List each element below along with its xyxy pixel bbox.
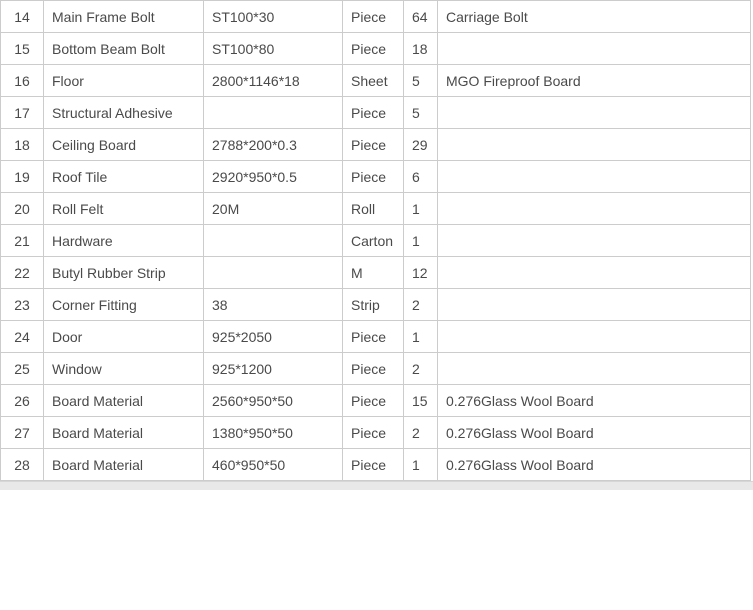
- cell-size: [204, 97, 343, 129]
- cell-size: ST100*30: [204, 1, 343, 33]
- cell-row-number: 26: [1, 385, 44, 417]
- cell-note: [438, 33, 751, 65]
- table-row: [1, 225, 751, 257]
- cell-item-name: Hardware: [44, 225, 204, 257]
- cell-size: 20M: [204, 193, 343, 225]
- cell-item-name: Structural Adhesive: [44, 97, 204, 129]
- cell-item-name: Board Material: [44, 385, 204, 417]
- cell-unit: Piece: [343, 385, 404, 417]
- cell-item-name: Ceiling Board: [44, 129, 204, 161]
- cell-unit: Sheet: [343, 65, 404, 97]
- cell-quantity: 1: [404, 193, 438, 225]
- table-row: [1, 417, 751, 449]
- cell-unit: Carton: [343, 225, 404, 257]
- cell-quantity: 2: [404, 353, 438, 385]
- cell-size: 2788*200*0.3: [204, 129, 343, 161]
- cell-row-number: 18: [1, 129, 44, 161]
- cell-item-name: Window: [44, 353, 204, 385]
- cell-note: [438, 353, 751, 385]
- cell-quantity: 5: [404, 65, 438, 97]
- cell-unit: Piece: [343, 161, 404, 193]
- cell-size: 1380*950*50: [204, 417, 343, 449]
- table-row: [1, 33, 751, 65]
- cell-note: MGO Fireproof Board: [438, 65, 751, 97]
- cell-row-number: 27: [1, 417, 44, 449]
- cell-note: 0.276Glass Wool Board: [438, 449, 751, 481]
- cell-note: [438, 97, 751, 129]
- table-row: [1, 289, 751, 321]
- cell-unit: Piece: [343, 449, 404, 481]
- cell-size: 2560*950*50: [204, 385, 343, 417]
- table-row: [1, 1, 751, 33]
- cell-quantity: 2: [404, 289, 438, 321]
- cell-item-name: Board Material: [44, 449, 204, 481]
- table-row: [1, 385, 751, 417]
- cell-note: [438, 225, 751, 257]
- cell-row-number: 23: [1, 289, 44, 321]
- cell-item-name: Roll Felt: [44, 193, 204, 225]
- table-row: [1, 129, 751, 161]
- cell-row-number: 20: [1, 193, 44, 225]
- cell-unit: Piece: [343, 321, 404, 353]
- cell-size: ST100*80: [204, 33, 343, 65]
- table-row: [1, 97, 751, 129]
- cell-size: 2920*950*0.5: [204, 161, 343, 193]
- cell-unit: Piece: [343, 97, 404, 129]
- cell-unit: Piece: [343, 353, 404, 385]
- cell-item-name: Butyl Rubber Strip: [44, 257, 204, 289]
- cell-item-name: Floor: [44, 65, 204, 97]
- cell-unit: Piece: [343, 1, 404, 33]
- cell-size: 925*1200: [204, 353, 343, 385]
- cell-note: 0.276Glass Wool Board: [438, 417, 751, 449]
- cell-note: [438, 129, 751, 161]
- cell-size: 460*950*50: [204, 449, 343, 481]
- cell-quantity: 1: [404, 225, 438, 257]
- parts-table-body: [1, 1, 751, 481]
- cell-unit: Piece: [343, 129, 404, 161]
- cell-quantity: 5: [404, 97, 438, 129]
- cell-size: 925*2050: [204, 321, 343, 353]
- table-row: [1, 321, 751, 353]
- cell-quantity: 64: [404, 1, 438, 33]
- cell-size: [204, 257, 343, 289]
- footer-strip: [0, 481, 753, 490]
- cell-quantity: 15: [404, 385, 438, 417]
- cell-quantity: 29: [404, 129, 438, 161]
- cell-note: 0.276Glass Wool Board: [438, 385, 751, 417]
- table-row: [1, 353, 751, 385]
- cell-item-name: Bottom Beam Bolt: [44, 33, 204, 65]
- cell-row-number: 25: [1, 353, 44, 385]
- cell-quantity: 1: [404, 321, 438, 353]
- cell-note: [438, 289, 751, 321]
- cell-quantity: 18: [404, 33, 438, 65]
- table-row: [1, 193, 751, 225]
- cell-note: [438, 161, 751, 193]
- cell-row-number: 19: [1, 161, 44, 193]
- cell-row-number: 24: [1, 321, 44, 353]
- cell-row-number: 17: [1, 97, 44, 129]
- cell-row-number: 14: [1, 1, 44, 33]
- cell-unit: Piece: [343, 33, 404, 65]
- table-row: [1, 257, 751, 289]
- cell-note: Carriage Bolt: [438, 1, 751, 33]
- table-row: [1, 449, 751, 481]
- cell-row-number: 22: [1, 257, 44, 289]
- cell-item-name: Board Material: [44, 417, 204, 449]
- cell-size: [204, 225, 343, 257]
- cell-item-name: Door: [44, 321, 204, 353]
- cell-unit: Roll: [343, 193, 404, 225]
- cell-unit: M: [343, 257, 404, 289]
- table-row: [1, 161, 751, 193]
- cell-note: [438, 193, 751, 225]
- cell-row-number: 16: [1, 65, 44, 97]
- cell-item-name: Main Frame Bolt: [44, 1, 204, 33]
- cell-size: 38: [204, 289, 343, 321]
- table-row: [1, 65, 751, 97]
- cell-note: [438, 257, 751, 289]
- cell-quantity: 1: [404, 449, 438, 481]
- cell-quantity: 12: [404, 257, 438, 289]
- cell-row-number: 21: [1, 225, 44, 257]
- cell-item-name: Corner Fitting: [44, 289, 204, 321]
- cell-unit: Strip: [343, 289, 404, 321]
- cell-item-name: Roof Tile: [44, 161, 204, 193]
- cell-row-number: 28: [1, 449, 44, 481]
- cell-quantity: 6: [404, 161, 438, 193]
- cell-unit: Piece: [343, 417, 404, 449]
- cell-row-number: 15: [1, 33, 44, 65]
- cell-size: 2800*1146*18: [204, 65, 343, 97]
- cell-quantity: 2: [404, 417, 438, 449]
- cell-note: [438, 321, 751, 353]
